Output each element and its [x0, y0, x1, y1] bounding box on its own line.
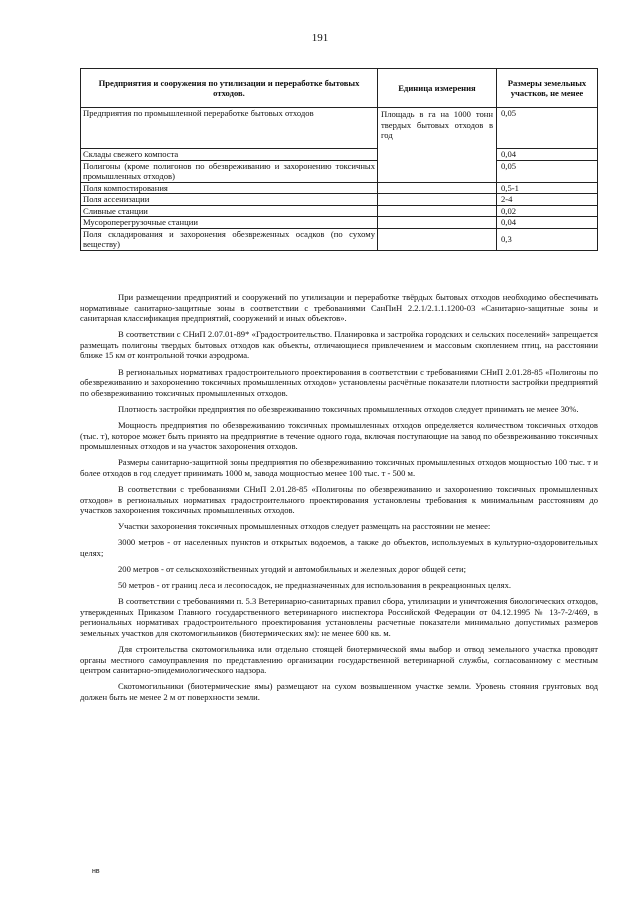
paragraph: 200 метров - от сельскохозяйственных угодий и автомобильных и железных дорог общей сети;: [118, 563, 467, 574]
facility-name: Мусороперегрузочные станции: [81, 217, 378, 229]
table-row: [81, 182, 598, 194]
paragraph: В соответствии с СНиП 2.07.01-89* «Градостроительство. Планировка и застройка городских и сельских поселений» запрещается размещать полигоны твердых бытовых отходов как объекты, отличающиеся привлечением и массовым скоплением птиц, на расстоянии ближе 15 км от контрольной точки аэродрома.: [80, 329, 598, 361]
facility-name: Поля компостирования: [81, 182, 378, 194]
plot-size-value: 0,04: [497, 149, 598, 161]
paragraph: Плотность застройки предприятия по обезвреживанию токсичных промышленных отходов следует принимать не менее 30%.: [118, 403, 579, 414]
table-row: [81, 205, 598, 217]
facility-name: Полигоны (кроме полигонов по обезвреживанию и захоронению токсичных промышленных отходов): [81, 160, 378, 182]
table-row: [81, 108, 598, 149]
paragraph: В соответствии с требованиями СНиП 2.01.28-85 «Полигоны по обезвреживанию и захоронению токсичных промышленных отходов» в региональных нормативах градостроительного проектирования установлены требования к минимальным расстояниям до участков захоронения токсичных промышленных отходов.: [80, 483, 598, 516]
table-row: [81, 217, 598, 229]
plot-size-value: 0,05: [497, 160, 598, 182]
facility-name: Склады свежего компоста: [81, 149, 378, 161]
unit-empty-cell: [378, 182, 497, 194]
unit-empty-cell: [378, 194, 497, 206]
page-number: 191: [311, 32, 329, 44]
paragraph: Мощность предприятия по обезвреживанию токсичных промышленных отходов определяется количеством токсичных отходов (тыс. т), которое может быть принято на предприятие в течение одного года, включая поступающие на завод по обезвреживанию токсичных промышленных отходов и на участок захоронения отходов.: [80, 419, 598, 452]
paragraph: 3000 метров - от населенных пунктов и открытых водоемов, а также до объектов, используемых в культурно-оздоровительных целях;: [80, 537, 598, 558]
table-row: [81, 160, 598, 182]
plot-size-value: 0,5-1: [497, 182, 598, 194]
paragraph: Размеры санитарно-защитной зоны предприятия по обезвреживанию токсичных промышленных отходов мощностью 100 тыс. т и более отходов в год следует принимать 1000 м, завода мощностью менее 100 тыс. т - 500 м.: [80, 457, 598, 478]
header-plot-size: Размеры земельных участков, не менее: [497, 69, 598, 108]
table-row: [81, 228, 598, 250]
table-header-row: [81, 69, 598, 108]
unit-empty-cell: [378, 217, 497, 229]
header-facility: Предприятия и сооружения по утилизации и переработке бытовых отходов.: [81, 69, 378, 108]
paragraph: Для строительства скотомогильника или отдельно стоящей биотермической ямы выбор и отвод земельного участка проводят органы местного самоуправления по представлению организации государственной ветеринарной службы, согласованному с местным центром санитарно-эпидемиологического надзора.: [80, 644, 598, 676]
table-row: [81, 194, 598, 206]
plot-size-value: 0,02: [497, 205, 598, 217]
paragraph: 50 метров - от границ леса и лесопосадок, не предназначенных для использования в рекреационных целях.: [118, 580, 512, 591]
plot-size-value: 2-4: [497, 194, 598, 206]
paragraph: Участки захоронения токсичных промышленных отходов следует размещать на расстоянии не менее:: [118, 521, 491, 532]
header-unit: Единица измерения: [378, 69, 497, 108]
facility-name: Сливные станции: [81, 205, 378, 217]
plot-size-value: 0,3: [497, 228, 598, 250]
document-body: [80, 292, 598, 703]
facility-name: Поля ассенизации: [81, 194, 378, 206]
paragraph: Скотомогильники (биотермические ямы) размещают на сухом возвышенном участке земли. Уровень стояния грунтовых вод должен быть не менее 2 м от поверхности земли.: [80, 681, 598, 702]
plot-size-value: 0,04: [497, 217, 598, 229]
unit-empty-cell: [378, 228, 497, 250]
plot-size-value: 0,05: [497, 108, 598, 149]
paragraph: При размещении предприятий и сооружений по утилизации и переработке твёрдых бытовых отходов необходимо обеспечивать нормативные санитарно-защитные зоны в соответствии с требованиями СанПиН 2.2.1/2.1.1.1200-03 «Санитарно-защитные зоны и санитарная классификация предприятий, сооружений и иных объектов».: [80, 292, 598, 324]
land-plot-norms-table: [80, 68, 598, 251]
unit-cell: Площадь в га на 1000 тонн твердых бытовых отходов в год: [378, 108, 497, 183]
facility-name: Предприятия по промышленной переработке бытовых отходов: [81, 108, 378, 149]
paragraph: В региональных нормативах градостроительного проектирования в соответствии с требованиями СНиП 2.01.28-85 «Полигоны по обезвреживанию и захоронению токсичных промышленных отходов» установлены расчётные показатели плотности застройки предприятий по обезвреживанию токсичных промышленных отходов.: [80, 366, 598, 398]
footer-mark: нв: [92, 868, 100, 875]
unit-empty-cell: [378, 205, 497, 217]
facility-name: Поля складирования и захоронения обезвреженных осадков (по сухому веществу): [81, 228, 378, 250]
paragraph: В соответствии с требованиями п. 5.3 Ветеринарно-санитарных правил сбора, утилизации и уничтожения биологических отходов, утвержденных Приказом Главного государственного ветеринарного инспектора Российской Федерации от 04.12.1995 № 13-7-2/469, в региональных нормативах градостроительного проектирования установлены расчетные показатели минимально допустимых размеров земельных участков для скотомогильников (биотермических ям): не менее 600 кв. м.: [80, 596, 598, 638]
table-row: [81, 149, 598, 161]
